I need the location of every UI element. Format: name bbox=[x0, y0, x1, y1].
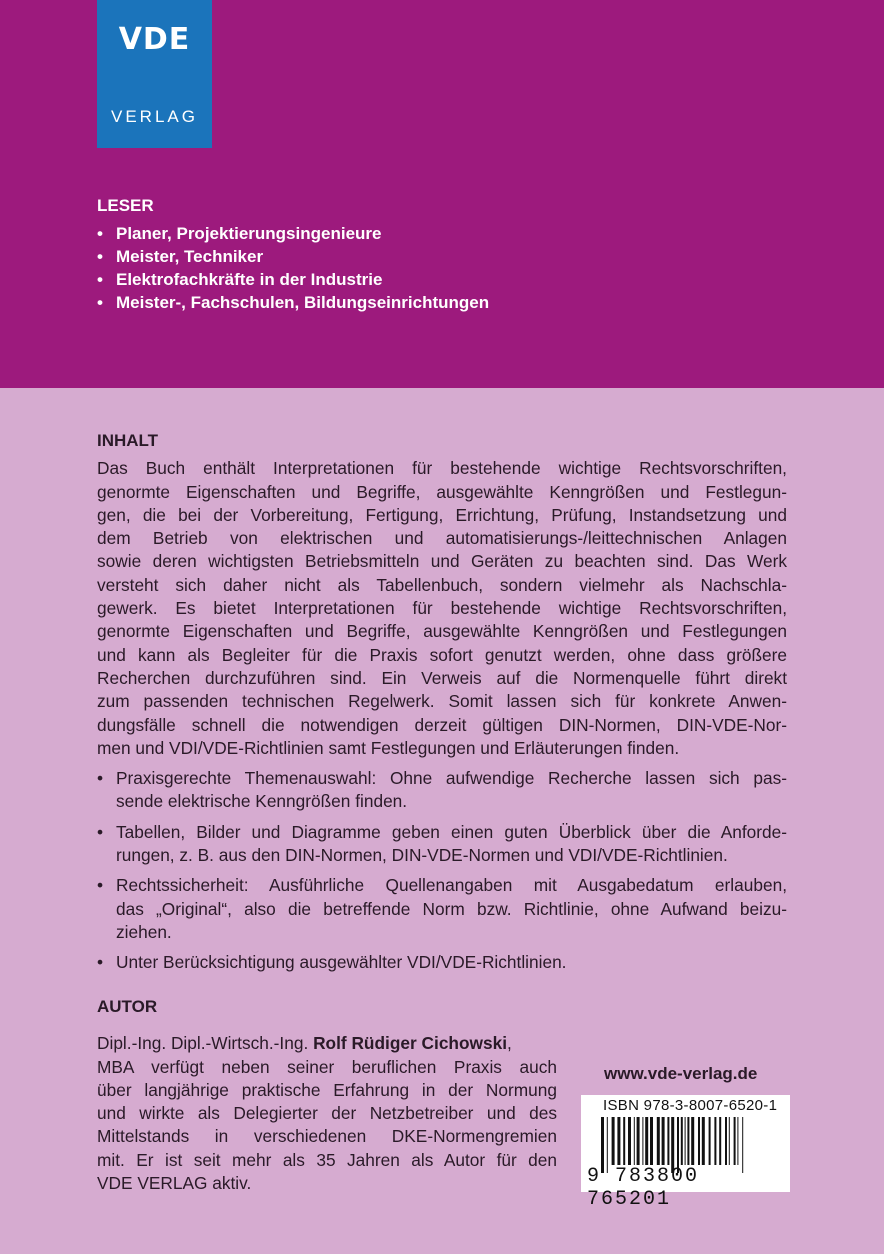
leser-item-label: Meister-, Fachschulen, Bildungseinrichtungen bbox=[116, 293, 490, 312]
autor-line: und wirkte als Delegierter der Netzbetreiber und des bbox=[97, 1103, 557, 1124]
inhalt-section bbox=[97, 429, 787, 975]
isbn-digits: 9 783800 765201 bbox=[587, 1165, 700, 1211]
bullet-icon: • bbox=[97, 952, 104, 973]
website-link[interactable]: www.vde-verlag.de bbox=[604, 1064, 758, 1083]
barcode-bar bbox=[691, 1117, 694, 1165]
autor-line: MBA verfügt neben seiner beruflichen Praxis auch bbox=[97, 1056, 557, 1077]
leser-heading: LESER bbox=[97, 196, 154, 215]
barcode-bar bbox=[725, 1117, 727, 1165]
paragraph-line: versteht sich daher nicht als Tabellenbuch, sondern vielmehr als Nachschla- bbox=[97, 574, 787, 595]
autor-heading: AUTOR bbox=[97, 997, 158, 1016]
leser-item-label: Planer, Projektierungsingenieure bbox=[116, 224, 382, 243]
bullet-item bbox=[97, 951, 787, 974]
barcode-bar bbox=[719, 1117, 721, 1165]
bullet-icon: • bbox=[97, 821, 104, 842]
bullet-icon: • bbox=[97, 247, 103, 266]
paragraph-line: genormte Eigenschaften und Begriffe, ausgewählte Kenngrößen und Festlegun- bbox=[97, 481, 787, 502]
barcode-bar bbox=[737, 1117, 738, 1165]
leser-item bbox=[97, 222, 489, 245]
paragraph-line: Recherchen durchzuführen sind. Ein Verweis auf die Normenquelle führt direkt bbox=[97, 667, 787, 688]
bullet-icon: • bbox=[97, 768, 104, 789]
leser-item-label: Elektrofachkräfte in der Industrie bbox=[116, 270, 383, 289]
barcode-bar bbox=[685, 1117, 686, 1165]
barcode-bar bbox=[667, 1117, 669, 1165]
paragraph-line: gewerk. Es bietet Interpretationen für bestehende wichtige Rechtsvorschriften, bbox=[97, 598, 787, 619]
barcode-bar bbox=[650, 1117, 653, 1165]
barcode-bar bbox=[702, 1117, 705, 1165]
bullet-item bbox=[97, 767, 787, 814]
isbn-barcode bbox=[581, 1095, 790, 1211]
barcode-bar bbox=[734, 1117, 736, 1165]
vde-verlag-logo bbox=[97, 0, 212, 148]
paragraph-line: Das Buch enthält Interpretationen für bestehende wichtige Rechtsvorschriften, bbox=[97, 458, 787, 479]
logo-vde: VDE bbox=[118, 22, 191, 57]
autor-line: VDE VERLAG aktiv. bbox=[97, 1173, 252, 1194]
paragraph-line: dungsfälle schnell die notwendigen derzeit gültigen DIN-Normen, DIN-VDE-Nor- bbox=[97, 714, 787, 735]
autor-prefix: Dipl.-Ing. Dipl.-Wirtsch.-Ing. bbox=[97, 1033, 314, 1054]
bullet-line: Praxisgerechte Themenauswahl: Ohne aufwendige Recherche lassen sich pas- bbox=[116, 768, 787, 789]
autor-line: Mittelstands in verschiedenen DKE-Normengremien bbox=[97, 1126, 557, 1147]
inhalt-heading: INHALT bbox=[97, 431, 159, 450]
barcode-bar bbox=[657, 1117, 660, 1165]
isbn-label: ISBN 978-3-8007-6520-1 bbox=[603, 1097, 778, 1114]
paragraph-line: zum passenden technischen Regelwerk. Somit lassen sich für konkrete Anwen- bbox=[97, 691, 787, 712]
barcode-bar bbox=[634, 1117, 635, 1165]
bullet-line: rungen, z. B. aus den DIN-Normen, DIN-VDE-Normen und VDI/VDE-Richtlinien. bbox=[116, 845, 728, 866]
autor-line: über langjährige praktische Erfahrung in der Normung bbox=[97, 1079, 557, 1100]
paragraph-line: genormte Eigenschaften und Begriffe, ausgewählte Kenngrößen und Festlegungen bbox=[97, 621, 787, 642]
barcode-bar bbox=[628, 1117, 631, 1165]
barcode-bar bbox=[687, 1117, 689, 1165]
bullet-line: Rechtssicherheit: Ausführliche Quellenangaben mit Ausgabedatum erlauben, bbox=[116, 875, 787, 896]
bullet-item bbox=[97, 874, 787, 944]
bullet-line: Unter Berücksichtigung ausgewählter VDI/VDE-Richtlinien. bbox=[116, 952, 567, 973]
barcode-bar bbox=[709, 1117, 711, 1165]
barcode-bar bbox=[698, 1117, 700, 1165]
autor-line: mit. Er ist seit mehr als 35 Jahren als Autor für den bbox=[97, 1149, 557, 1170]
leser-section bbox=[97, 196, 489, 314]
barcode-bar bbox=[714, 1117, 716, 1165]
bullet-line: das „Original“, also die betreffende Norm bzw. Richtlinie, ohne Aufwand beizu- bbox=[116, 898, 787, 919]
leser-item-label: Meister, Techniker bbox=[116, 247, 264, 266]
leser-item bbox=[97, 291, 489, 314]
bullet-icon: • bbox=[97, 293, 103, 312]
paragraph-line: sowie deren wichtigsten Betriebsmitteln und Geräten zu beachten sind. Das Werk bbox=[97, 551, 787, 572]
leser-item bbox=[97, 268, 489, 291]
barcode-bar bbox=[612, 1117, 615, 1165]
paragraph-line: gen, die bei der Vorbereitung, Fertigung, Errichtung, Prüfung, Instandsetzung und bbox=[97, 504, 787, 525]
barcode-bar bbox=[729, 1117, 730, 1165]
barcode-bar bbox=[617, 1117, 620, 1165]
bullet-icon: • bbox=[97, 270, 103, 289]
logo-verlag: VERLAG bbox=[111, 107, 198, 126]
autor-suffix: , bbox=[507, 1033, 512, 1054]
paragraph-line: dem Betrieb von elektrischen und automatisierungs-/leittechnischen Anlagen bbox=[97, 528, 787, 549]
autor-first-line bbox=[97, 1032, 557, 1055]
barcode-bar bbox=[642, 1117, 643, 1165]
barcode-bar bbox=[645, 1117, 648, 1165]
leser-item bbox=[97, 245, 489, 268]
bullet-icon: • bbox=[97, 875, 104, 896]
barcode-bar bbox=[637, 1117, 640, 1165]
bullet-line: Tabellen, Bilder und Diagramme geben einen guten Überblick über die Anforde- bbox=[116, 821, 787, 842]
paragraph-line: und kann als Begleiter für die Praxis sofort genutzt werden, ohne dass größere bbox=[97, 644, 787, 665]
bullet-icon: • bbox=[97, 224, 103, 243]
bullet-line: ziehen. bbox=[116, 921, 172, 942]
bullet-line: sende elektrische Kenngrößen finden. bbox=[116, 791, 408, 812]
author-name: Rolf Rüdiger Cichowski bbox=[313, 1033, 508, 1054]
paragraph-line: men und VDI/VDE-Richtlinien samt Festlegungen und Erläuterungen finden. bbox=[97, 737, 680, 758]
autor-section bbox=[97, 995, 557, 1195]
barcode-bar bbox=[662, 1117, 665, 1165]
inhalt-paragraph bbox=[97, 457, 787, 760]
barcode-bar bbox=[623, 1117, 625, 1165]
bullet-item bbox=[97, 821, 787, 868]
barcode-bar bbox=[681, 1117, 683, 1165]
